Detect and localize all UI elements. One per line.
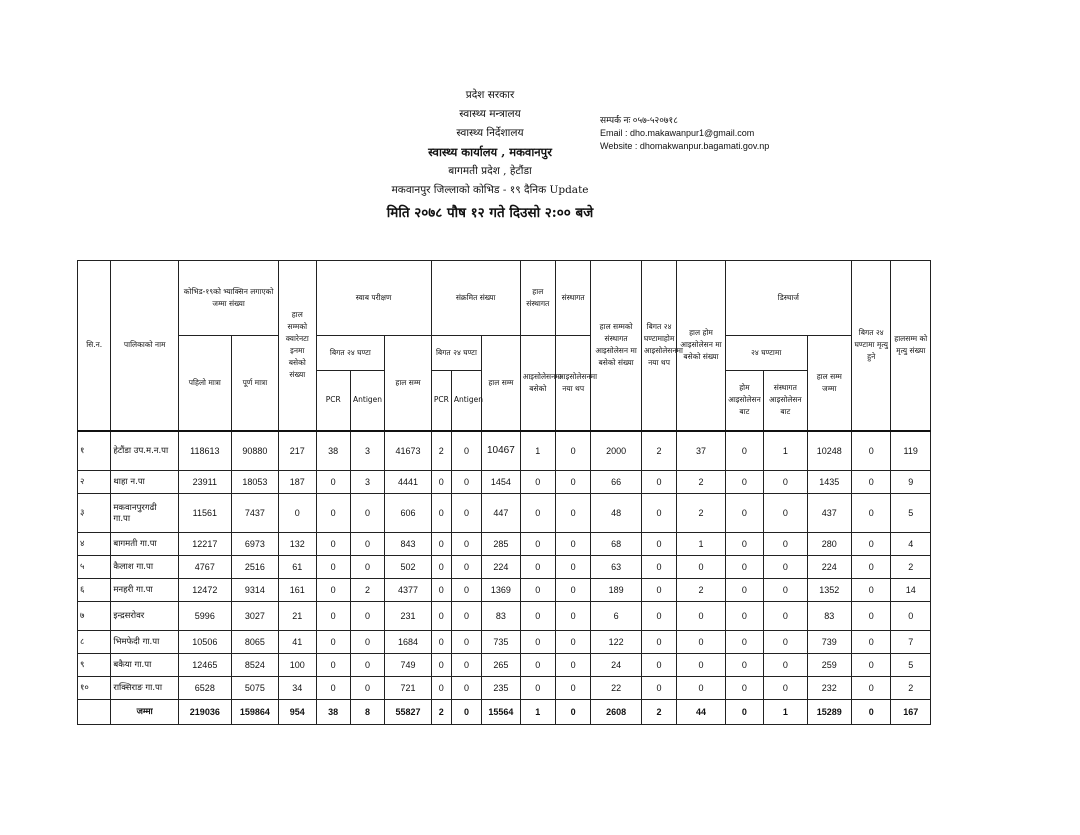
header-swab-total: हाल सम्म [385, 336, 431, 431]
row-cell: 0 [852, 493, 891, 532]
header-infected: संक्रमित संख्या [431, 261, 520, 336]
row-cell: 2 [891, 676, 931, 699]
row-cell: 0 [852, 676, 891, 699]
row-cell: 2 [431, 431, 451, 471]
row-cell: 735 [482, 630, 520, 653]
table-body [78, 431, 931, 725]
row-cell: 122 [591, 630, 642, 653]
row-cell: 0 [764, 630, 807, 653]
row-cell: 0 [677, 555, 726, 578]
table-row [78, 555, 931, 578]
header-inst-new-top: संस्थागत [555, 261, 590, 336]
total-cell: 1 [764, 699, 807, 724]
row-cell: 0 [555, 630, 590, 653]
row-cell: 0 [431, 470, 451, 493]
row-cell: 0 [451, 630, 481, 653]
row-cell: 0 [350, 601, 384, 630]
contact-website: Website : dhomakwanpur.bagamati.gov.np [600, 141, 770, 151]
row-cell: 0 [350, 630, 384, 653]
row-cell: 63 [591, 555, 642, 578]
row-cell: 0 [852, 601, 891, 630]
total-cell: 2 [641, 699, 676, 724]
row-cell: 749 [385, 653, 431, 676]
row-cell: 0 [891, 601, 931, 630]
table-row [78, 431, 931, 471]
header-vaccine: कोभिड-१९को भ्याक्सिन लगाएको जम्मा संख्या [179, 261, 279, 336]
row-cell: 265 [482, 653, 520, 676]
row-cell: 0 [431, 555, 451, 578]
row-cell: 0 [350, 555, 384, 578]
row-cell: 187 [279, 470, 316, 493]
row-cell: 0 [641, 578, 676, 601]
table-row [78, 578, 931, 601]
header-first-dose: पहिलो मात्रा [179, 336, 232, 431]
row-cell: 0 [555, 470, 590, 493]
row-cell: 0 [725, 630, 763, 653]
row-cell: 0 [852, 532, 891, 555]
row-cell: 2 [677, 470, 726, 493]
row-cell: 0 [725, 653, 763, 676]
row-cell: 0 [852, 470, 891, 493]
row-sn: ३ [78, 493, 111, 532]
row-municipality-name: मकवानपुरगढी गा.पा [111, 493, 179, 532]
row-cell: 10506 [179, 630, 232, 653]
header-inf-24h: बिगत २४ घण्टा [431, 336, 482, 371]
row-cell: 14 [891, 578, 931, 601]
row-cell: 259 [807, 653, 851, 676]
row-cell: 41673 [385, 431, 431, 471]
row-cell: 0 [520, 578, 555, 601]
row-cell: 0 [555, 555, 590, 578]
row-sn: १ [78, 431, 111, 471]
header-sn: सि.न. [78, 261, 111, 431]
row-cell: 12472 [179, 578, 232, 601]
header-discharge: डिस्चार्ज [725, 261, 851, 336]
total-cell: 0 [451, 699, 481, 724]
row-cell: 0 [764, 470, 807, 493]
row-cell: 3027 [231, 601, 279, 630]
total-cell: 1 [520, 699, 555, 724]
row-cell: 0 [677, 630, 726, 653]
row-cell: 0 [316, 470, 350, 493]
row-cell: 4441 [385, 470, 431, 493]
header-full-dose: पूर्ण मात्रा [231, 336, 279, 431]
header-discharge-24h: २४ घण्टामा [725, 336, 807, 371]
report-header [330, 86, 650, 223]
row-cell: 0 [316, 601, 350, 630]
row-cell: 0 [677, 601, 726, 630]
total-cell: 159864 [231, 699, 279, 724]
row-cell: 8524 [231, 653, 279, 676]
row-cell: 0 [641, 653, 676, 676]
contact-info [600, 114, 769, 153]
row-municipality-name: हेटौंडा उप.म.न.पा [111, 431, 179, 471]
row-municipality-name: बकैया गा.पा [111, 653, 179, 676]
row-cell: 0 [431, 601, 451, 630]
row-sn: ७ [78, 601, 111, 630]
row-cell: 38 [316, 431, 350, 471]
header-line-ministry: स्वास्थ्य मन्त्रालय [459, 108, 521, 120]
report-date: मिति २०७८ पौष १२ गते दिउसो २:०० बजे [386, 205, 594, 221]
row-cell: 0 [431, 630, 451, 653]
total-cell: 0 [852, 699, 891, 724]
row-cell: 231 [385, 601, 431, 630]
table-row [78, 601, 931, 630]
total-cell: 167 [891, 699, 931, 724]
row-cell: 0 [641, 601, 676, 630]
row-cell: 0 [520, 532, 555, 555]
row-cell: 37 [677, 431, 726, 471]
total-label: जम्मा [111, 699, 179, 724]
total-row [78, 699, 931, 724]
row-cell: 0 [725, 532, 763, 555]
row-cell: 0 [852, 578, 891, 601]
row-cell: 437 [807, 493, 851, 532]
header-death-24h: बिगत २४ घण्टामा मृत्यु हुने [852, 261, 891, 431]
row-cell: 0 [852, 630, 891, 653]
total-cell: 2608 [591, 699, 642, 724]
row-cell: 118613 [179, 431, 232, 471]
header-inst-new-bottom: आइसोलेसनमा नया थप [555, 336, 590, 431]
row-cell: 0 [725, 470, 763, 493]
row-cell: 66 [591, 470, 642, 493]
row-cell: 0 [451, 676, 481, 699]
row-cell: 447 [482, 493, 520, 532]
row-cell: 235 [482, 676, 520, 699]
row-cell: 83 [482, 601, 520, 630]
row-cell: 4 [891, 532, 931, 555]
row-cell: 0 [725, 555, 763, 578]
row-cell: 2516 [231, 555, 279, 578]
row-sn: ९ [78, 653, 111, 676]
row-cell: 7 [891, 630, 931, 653]
row-cell: 189 [591, 578, 642, 601]
row-cell: 34 [279, 676, 316, 699]
row-cell: 0 [316, 555, 350, 578]
row-cell: 48 [591, 493, 642, 532]
row-cell: 0 [350, 676, 384, 699]
header-line-directorate: स्वास्थ्य निर्देशालय [456, 127, 524, 139]
row-sn: ४ [78, 532, 111, 555]
row-sn: ५ [78, 555, 111, 578]
row-cell: 119 [891, 431, 931, 471]
row-cell: 0 [641, 630, 676, 653]
row-cell: 1 [764, 431, 807, 471]
total-cell: 0 [725, 699, 763, 724]
row-municipality-name: कैलाश गा.पा [111, 555, 179, 578]
row-cell: 5 [891, 653, 931, 676]
row-municipality-name: बागमती गा.पा [111, 532, 179, 555]
header-inst-iso-bottom: आइसोलेसनमा बसेको [520, 336, 555, 431]
row-cell: 0 [555, 578, 590, 601]
row-cell: 0 [725, 578, 763, 601]
row-cell: 0 [431, 578, 451, 601]
row-cell: 5075 [231, 676, 279, 699]
row-cell: 41 [279, 630, 316, 653]
header-line-office: स्वास्थ्य कार्यालय , मकवानपुर [428, 145, 552, 159]
row-cell: 161 [279, 578, 316, 601]
contact-phone: सम्पर्क नः ०५७-५२०७१८ [600, 115, 678, 125]
row-cell: 0 [764, 493, 807, 532]
table-row [78, 493, 931, 532]
row-cell: 0 [350, 493, 384, 532]
contact-email: Email : dho.makawanpur1@gmail.com [600, 128, 755, 138]
header-swab-24h: बिगत २४ घण्टा [316, 336, 385, 371]
row-cell: 0 [641, 676, 676, 699]
row-sn: १० [78, 676, 111, 699]
row-cell: 5996 [179, 601, 232, 630]
table-row [78, 532, 931, 555]
row-cell: 0 [316, 676, 350, 699]
header-from-home: होम आइसोलेसन बाट [725, 371, 763, 431]
total-cell: 219036 [179, 699, 232, 724]
row-cell: 0 [520, 555, 555, 578]
row-cell: 0 [641, 555, 676, 578]
row-cell: 0 [764, 676, 807, 699]
total-cell: 15564 [482, 699, 520, 724]
row-cell: 0 [431, 493, 451, 532]
total-cell: 954 [279, 699, 316, 724]
row-cell: 502 [385, 555, 431, 578]
row-sn: ६ [78, 578, 111, 601]
total-cell: 44 [677, 699, 726, 724]
row-cell: 100 [279, 653, 316, 676]
row-cell: 285 [482, 532, 520, 555]
row-sn: २ [78, 470, 111, 493]
row-cell: 0 [350, 653, 384, 676]
header-home-new: बिगत २४ घण्टामाहोम आइसोलेसनमा नया थप [641, 261, 676, 431]
total-cell: 8 [350, 699, 384, 724]
row-cell: 1 [520, 431, 555, 471]
row-cell: 606 [385, 493, 431, 532]
row-cell: 9 [891, 470, 931, 493]
total-cell: 38 [316, 699, 350, 724]
row-cell: 224 [482, 555, 520, 578]
row-cell: 0 [641, 532, 676, 555]
header-line-title: मकवानपुर जिल्लाको कोभिड - १९ दैनिक Update [391, 184, 589, 196]
row-cell: 0 [641, 493, 676, 532]
row-municipality-name: राक्सिराङ गा.पा [111, 676, 179, 699]
row-cell: 0 [451, 470, 481, 493]
row-cell: 0 [451, 431, 481, 471]
row-municipality-name: भिमफेदी गा.पा [111, 630, 179, 653]
header-quarantine: हाल सम्मको क्वारेनटा इनमा बसेको संख्या [279, 261, 316, 431]
row-cell: 61 [279, 555, 316, 578]
row-cell: 0 [555, 601, 590, 630]
table-row [78, 676, 931, 699]
row-cell: 132 [279, 532, 316, 555]
row-cell: 0 [555, 431, 590, 471]
row-cell: 0 [520, 601, 555, 630]
header-name: पालिकाको नाम [111, 261, 179, 431]
row-cell: 6973 [231, 532, 279, 555]
row-cell: 0 [316, 653, 350, 676]
row-municipality-name: इन्द्रसरोवर [111, 601, 179, 630]
row-cell: 4377 [385, 578, 431, 601]
row-cell: 739 [807, 630, 851, 653]
row-cell: 0 [677, 676, 726, 699]
row-cell: 0 [350, 532, 384, 555]
row-cell: 0 [725, 493, 763, 532]
row-cell: 1435 [807, 470, 851, 493]
row-cell: 0 [451, 555, 481, 578]
row-cell: 4767 [179, 555, 232, 578]
row-cell: 2 [677, 493, 726, 532]
row-cell: 2 [891, 555, 931, 578]
row-municipality-name: मनहरी गा.पा [111, 578, 179, 601]
row-cell: 0 [451, 601, 481, 630]
total-cell: 55827 [385, 699, 431, 724]
row-cell: 0 [520, 470, 555, 493]
header-home-current: हाल होम आइसोलेसन मा बसेको संख्या [677, 261, 726, 431]
row-cell: 1369 [482, 578, 520, 601]
header-pcr: PCR [316, 371, 350, 431]
row-cell: 0 [431, 532, 451, 555]
row-cell: 0 [451, 532, 481, 555]
row-cell: 10467 [482, 431, 520, 471]
row-cell: 3 [350, 470, 384, 493]
row-cell: 0 [555, 653, 590, 676]
row-cell: 12217 [179, 532, 232, 555]
row-cell: 2000 [591, 431, 642, 471]
row-cell: 232 [807, 676, 851, 699]
row-cell: 0 [316, 532, 350, 555]
row-cell: 843 [385, 532, 431, 555]
row-cell: 22 [591, 676, 642, 699]
row-cell: 1684 [385, 630, 431, 653]
row-cell: 217 [279, 431, 316, 471]
row-cell: 0 [520, 676, 555, 699]
row-cell: 90880 [231, 431, 279, 471]
row-cell: 0 [520, 630, 555, 653]
row-cell: 5 [891, 493, 931, 532]
header-line-location: बागमती प्रदेश , हेटौंडा [448, 165, 532, 177]
row-cell: 9314 [231, 578, 279, 601]
row-cell: 224 [807, 555, 851, 578]
row-cell: 0 [764, 555, 807, 578]
header-line-province: प्रदेश सरकार [465, 89, 515, 101]
row-cell: 12465 [179, 653, 232, 676]
row-cell: 8065 [231, 630, 279, 653]
total-sn-blank [78, 699, 111, 724]
row-cell: 0 [852, 431, 891, 471]
row-cell: 11561 [179, 493, 232, 532]
row-cell: 24 [591, 653, 642, 676]
header-swab: स्वाब परीक्षण [316, 261, 431, 336]
row-cell: 21 [279, 601, 316, 630]
row-cell: 3 [350, 431, 384, 471]
row-cell: 1352 [807, 578, 851, 601]
row-cell: 0 [279, 493, 316, 532]
row-cell: 0 [555, 532, 590, 555]
row-cell: 0 [431, 653, 451, 676]
row-cell: 0 [555, 493, 590, 532]
row-cell: 2 [677, 578, 726, 601]
row-cell: 23911 [179, 470, 232, 493]
row-cell: 0 [725, 601, 763, 630]
header-inf-pcr: PCR [431, 371, 451, 431]
row-cell: 2 [350, 578, 384, 601]
row-cell: 0 [764, 653, 807, 676]
row-cell: 721 [385, 676, 431, 699]
row-cell: 68 [591, 532, 642, 555]
table-row [78, 653, 931, 676]
row-cell: 6528 [179, 676, 232, 699]
header-from-inst: संस्थागत आइसोलेसन बाट [764, 371, 807, 431]
row-municipality-name: थाहा न.पा [111, 470, 179, 493]
header-inf-total: हाल सम्म [482, 336, 520, 431]
row-cell: 0 [316, 578, 350, 601]
header-antigen: Antigen [350, 371, 384, 431]
table-row [78, 630, 931, 653]
header-discharge-total: हाल सम्म जम्मा [807, 336, 851, 431]
row-cell: 0 [431, 676, 451, 699]
row-cell: 0 [677, 653, 726, 676]
row-cell: 280 [807, 532, 851, 555]
total-cell: 15289 [807, 699, 851, 724]
row-cell: 1454 [482, 470, 520, 493]
row-cell: 83 [807, 601, 851, 630]
row-cell: 0 [520, 653, 555, 676]
row-cell: 0 [764, 532, 807, 555]
header-inf-antigen: Antigen [451, 371, 481, 431]
header-inst-iso-top: हाल संस्थागत [520, 261, 555, 336]
header-death-total: हालसम्म को मृत्यु संख्या [891, 261, 931, 431]
row-cell: 0 [316, 493, 350, 532]
row-cell: 6 [591, 601, 642, 630]
total-cell: 0 [555, 699, 590, 724]
table-row [78, 470, 931, 493]
row-cell: 0 [764, 601, 807, 630]
row-sn: ८ [78, 630, 111, 653]
row-cell: 2 [641, 431, 676, 471]
row-cell: 0 [520, 493, 555, 532]
row-cell: 0 [725, 676, 763, 699]
row-cell: 0 [641, 470, 676, 493]
row-cell: 0 [451, 493, 481, 532]
row-cell: 0 [451, 653, 481, 676]
row-cell: 10248 [807, 431, 851, 471]
row-cell: 0 [451, 578, 481, 601]
header-inst-total: हाल सम्मको संस्थागत आइसोलेसन मा बसेको संख्या [591, 261, 642, 431]
row-cell: 0 [852, 555, 891, 578]
row-cell: 1 [677, 532, 726, 555]
total-cell: 2 [431, 699, 451, 724]
row-cell: 7437 [231, 493, 279, 532]
row-cell: 0 [725, 431, 763, 471]
covid-data-table [77, 260, 931, 725]
row-cell: 0 [316, 630, 350, 653]
row-cell: 0 [764, 578, 807, 601]
row-cell: 0 [555, 676, 590, 699]
row-cell: 18053 [231, 470, 279, 493]
row-cell: 0 [852, 653, 891, 676]
